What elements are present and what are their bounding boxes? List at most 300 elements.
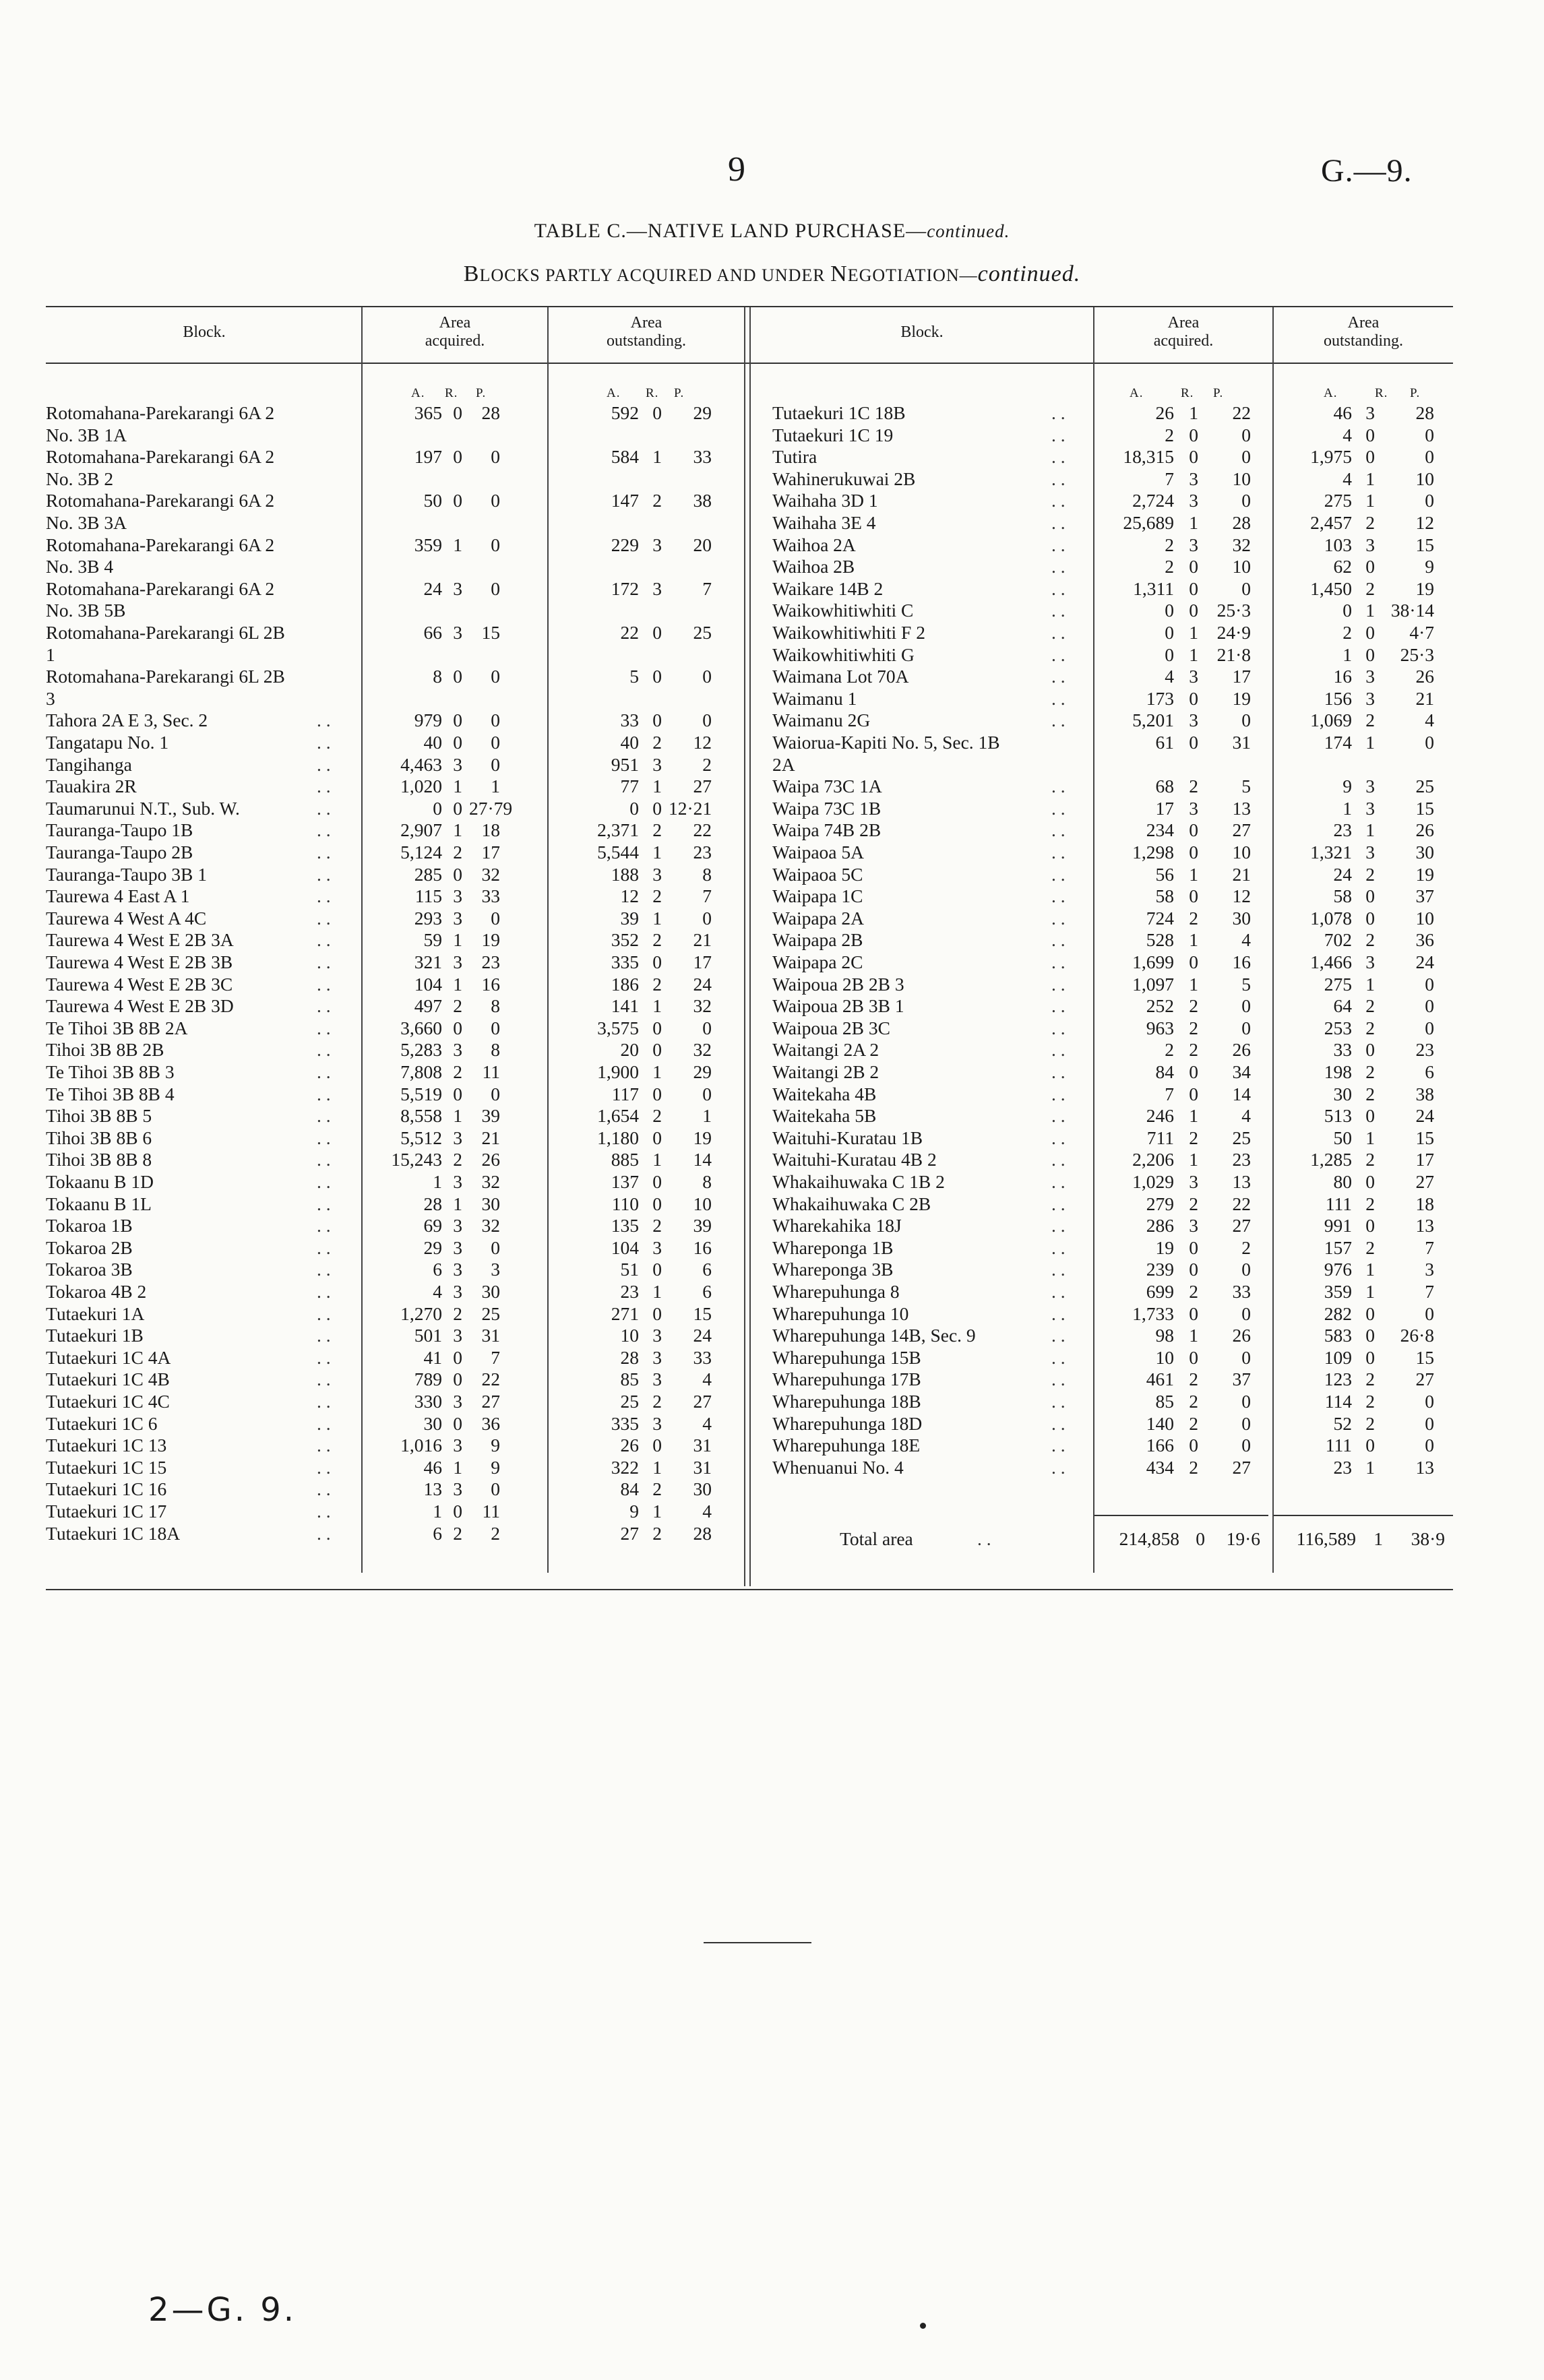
header-outstanding-left [549,314,744,350]
area-acquired-value: 10 [1232,556,1251,577]
area-outstanding-value: 2 [1365,1083,1375,1104]
area-outstanding-value: 2 [1365,995,1375,1017]
table-row [0,1083,1544,1105]
header-block-right: Block. [900,323,944,341]
area-acquired-value: 789 [414,1369,442,1390]
area-outstanding-value: 0 [652,1083,662,1104]
table-row [0,1017,1544,1039]
area-acquired-value: 22 [481,1369,500,1390]
area-outstanding-value: 17 [1415,1149,1434,1170]
area-acquired-value: 50 [423,490,442,511]
area-acquired-value: 3,660 [400,1017,442,1038]
block-name: Waipapa 1C [772,885,863,907]
area-acquired-value: 293 [414,907,442,929]
area-acquired-value: 3 [453,622,462,643]
table-row [0,511,1544,534]
area-acquired-value: 32 [481,863,500,885]
area-acquired-value: 1 [1189,622,1198,643]
table-row [0,687,1544,710]
area-acquired-value: 711 [1146,1127,1174,1148]
area-outstanding-value: 9 [1342,776,1352,797]
unit-acres: A. [1130,386,1144,400]
area-outstanding-value: 157 [1324,1236,1352,1258]
leader-dots: . . [1051,1456,1066,1478]
area-outstanding-value: 4 [702,1369,712,1390]
area-acquired-value: 3 [453,1391,462,1412]
area-outstanding-value: 275 [1324,490,1352,511]
area-outstanding-value: 1 [652,1501,662,1522]
block-name: Waipoua 2B 3C [772,1017,890,1038]
area-acquired-value: 1 [453,534,462,555]
area-acquired-value: 15,243 [391,1149,442,1170]
total-outstanding-value: 116,589 [1296,1528,1356,1549]
area-outstanding-value: 3 [1365,666,1375,687]
header-acquired-right-l1: Area [1167,314,1200,332]
unit-roods: R. [1375,386,1388,400]
block-name: Waimana Lot 70A [772,666,909,687]
area-outstanding-value: 2,457 [1310,512,1352,533]
leader-dots: . . [1051,577,1066,599]
area-outstanding-value: 13 [1415,1456,1434,1478]
area-acquired-value: 2 [1165,556,1174,577]
section-end-rule [704,1942,811,1943]
area-acquired-value: 3 [1189,534,1198,555]
block-name: Rotomahana-Parekarangi 6A 2 [46,534,275,555]
area-acquired-value: 0 [1189,1346,1198,1368]
header-acquired-left [363,314,547,350]
leader-dots: . . [1051,842,1066,863]
table-row [0,534,1544,556]
block-name: Tauakira 2R [46,776,137,797]
area-outstanding-value: 85 [620,1369,639,1390]
block-name: Tutaekuri 1C 19 [772,424,894,445]
leader-dots: . . [1051,907,1066,929]
area-acquired-value: 0 [1189,424,1198,445]
leader-dots: . . [317,1435,331,1456]
block-name: Tihoi 3B 8B 2B [46,1039,164,1061]
area-acquired-value: 528 [1146,929,1174,951]
table-row [0,1214,1544,1236]
area-acquired-value: 28 [1232,512,1251,533]
area-outstanding-value: 2 [652,929,662,951]
area-acquired-value: 9 [491,1456,500,1478]
block-name: Waipapa 2C [772,951,863,972]
area-outstanding-value: 7 [1425,1236,1434,1258]
area-acquired-value: 0 [491,1236,500,1258]
block-name: Tutaekuri 1A [46,1303,145,1324]
document-code: G.—9. [1321,153,1413,189]
leader-dots: . . [1051,644,1066,665]
area-acquired-value: 18,315 [1123,446,1174,468]
block-name-continued: 3 [46,687,55,709]
block-name: Tokaroa 1B [46,1215,133,1236]
area-acquired-value: 98 [1155,1325,1174,1346]
leader-dots: . . [317,1281,331,1302]
area-outstanding-value: 1 [1365,468,1375,489]
table-row [0,1434,1544,1456]
area-acquired-value: 0 [1241,1391,1251,1412]
area-acquired-value: 58 [1155,885,1174,907]
area-outstanding-value: 22 [693,819,712,841]
area-outstanding-value: 1,321 [1310,842,1352,863]
area-outstanding-value: 0 [1425,1435,1434,1456]
area-outstanding-value: 4 [702,1412,712,1434]
block-name: Tutaekuri 1C 17 [46,1501,167,1522]
area-outstanding-value: 24 [693,973,712,995]
area-outstanding-value: 0 [1365,1435,1375,1456]
area-acquired-value: 28 [423,1193,442,1214]
unit-perches: P. [1213,386,1224,400]
area-acquired-value: 0 [453,863,462,885]
block-name: Tauranga-Taupo 1B [46,819,193,841]
block-name: Rotomahana-Parekarangi 6L 2B [46,666,285,687]
area-outstanding-value: 3 [652,1325,662,1346]
area-outstanding-value: 3 [652,1412,662,1434]
area-acquired-value: 3 [453,577,462,599]
area-outstanding-value: 114 [1324,1391,1352,1412]
area-acquired-value: 2 [1189,1193,1198,1214]
area-outstanding-value: 7 [702,577,712,599]
area-acquired-value: 0 [453,1017,462,1038]
leader-dots: . . [1051,490,1066,511]
area-outstanding-value: 0 [1365,644,1375,665]
area-outstanding-value: 0 [652,1127,662,1148]
subtitle-part-2: EGOTIATION— [847,265,978,285]
area-acquired-value: 1 [453,776,462,797]
area-acquired-value: 286 [1146,1215,1174,1236]
total-outstanding-value: 38·9 [1411,1528,1445,1549]
area-acquired-value: 31 [481,1325,500,1346]
area-acquired-value: 252 [1146,995,1174,1017]
block-name: Waipaoa 5C [772,863,863,885]
block-name: Rotomahana-Parekarangi 6L 2B [46,622,285,643]
area-acquired-value: 0 [1189,842,1198,863]
area-acquired-value: 3 [453,1039,462,1061]
area-acquired-value: 0 [453,490,462,511]
area-acquired-value: 8 [491,1039,500,1061]
block-name: Waimanu 2G [772,710,871,731]
area-acquired-value: 699 [1146,1281,1174,1302]
area-outstanding-value: 359 [1324,1281,1352,1302]
area-outstanding-value: 0 [652,666,662,687]
area-acquired-value: 3 [1189,1215,1198,1236]
area-outstanding-value: 1,450 [1310,577,1352,599]
area-outstanding-value: 0 [1425,446,1434,468]
header-outstanding-right-l2: outstanding. [1324,332,1403,350]
area-outstanding-value: 10 [1415,907,1434,929]
table-row [0,1368,1544,1390]
area-outstanding-value: 1 [1342,644,1352,665]
table-title-italic: continued. [927,221,1010,241]
header-outstanding-left-l2: outstanding. [607,332,686,350]
area-outstanding-value: 26 [620,1435,639,1456]
table-row-continuation [0,753,1544,776]
leader-dots: . . [317,1236,331,1258]
area-outstanding-value: 6 [1425,1061,1434,1082]
area-acquired-value: 3 [453,951,462,972]
area-acquired-value: 24·9 [1216,622,1251,643]
area-acquired-value: 1 [453,929,462,951]
area-acquired-value: 7 [1165,1083,1174,1104]
block-name: Waiorua-Kapiti No. 5, Sec. 1B [772,732,1000,753]
block-name: Tutaekuri 1C 13 [46,1435,167,1456]
area-acquired-value: 23 [1232,1149,1251,1170]
leader-dots: . . [1051,687,1066,709]
area-acquired-value: 37 [1232,1369,1251,1390]
area-outstanding-value: 0 [1425,424,1434,445]
area-acquired-value: 26 [1232,1325,1251,1346]
area-outstanding-value: 16 [1333,666,1352,687]
leader-dots: . . [317,929,331,951]
leader-dots: . . [1051,1325,1066,1346]
area-acquired-value: 1,298 [1132,842,1174,863]
area-acquired-value: 2 [453,842,462,863]
area-outstanding-value: 0 [1425,1303,1434,1324]
block-name: Taumarunui N.T., Sub. W. [46,797,240,819]
area-outstanding-value: 2 [1365,1193,1375,1214]
leader-dots: . . [1051,951,1066,972]
area-outstanding-value: 14 [693,1149,712,1170]
area-outstanding-value: 0 [1365,446,1375,468]
leader-dots: . . [1051,666,1066,687]
block-name: Waikare 14B 2 [772,577,884,599]
area-outstanding-value: 702 [1324,929,1352,951]
area-outstanding-value: 156 [1324,687,1352,709]
area-outstanding-value: 335 [611,951,639,972]
leader-dots: . . [1051,600,1066,621]
table-bottom-rule [46,1589,1453,1590]
area-outstanding-value: 2 [652,1478,662,1500]
block-name: Tutaekuri 1C 4B [46,1369,170,1390]
area-acquired-value: 234 [1146,819,1174,841]
leader-dots: . . [317,1478,331,1500]
block-name-continued: No. 3B 2 [46,468,114,489]
block-name-continued: No. 3B 3A [46,512,127,533]
area-acquired-value: 0 [491,710,500,731]
area-outstanding-value: 1 [1365,1456,1375,1478]
area-outstanding-value: 32 [693,995,712,1017]
area-outstanding-value: 991 [1324,1215,1352,1236]
area-outstanding-value: 24 [1415,951,1434,972]
table-row [0,424,1544,446]
area-outstanding-value: 2 [1365,1061,1375,1082]
area-acquired-value: 26 [1232,1039,1251,1061]
block-name-continued: 1 [46,644,55,665]
area-outstanding-value: 1 [652,907,662,929]
block-name: Waimanu 1 [772,687,857,709]
table-row [0,489,1544,511]
leader-dots: . . [1051,1281,1066,1302]
table-row [0,841,1544,863]
area-outstanding-value: 38 [693,490,712,511]
block-name: Wharepuhunga 18D [772,1412,923,1434]
area-outstanding-value: 1 [1365,1281,1375,1302]
block-name: Waikowhitiwhiti G [772,644,915,665]
table-row [0,1346,1544,1369]
area-outstanding-value: 0 [1365,1346,1375,1368]
unit-acres: A. [1324,386,1338,400]
table-row [0,929,1544,951]
area-outstanding-value: 172 [611,577,639,599]
area-acquired-value: 3 [453,1478,462,1500]
area-acquired-value: 0 [491,732,500,753]
block-name: Tihoi 3B 8B 8 [46,1149,152,1170]
table-row [0,621,1544,644]
leader-dots: . . [317,1083,331,1104]
area-acquired-value: 0 [1165,600,1174,621]
unit-perches: P. [674,386,685,400]
block-name: Wharepuhunga 14B, Sec. 9 [772,1325,976,1346]
unit-perches: P. [1410,386,1421,400]
area-outstanding-value: 12 [620,885,639,907]
table-row [0,1038,1544,1061]
area-acquired-value: 1 [433,1501,442,1522]
area-acquired-value: 0 [453,1412,462,1434]
area-outstanding-value: 39 [620,907,639,929]
area-acquired-value: 104 [414,973,442,995]
leader-dots: . . [317,1501,331,1522]
header-acquired-right-l2: acquired. [1153,332,1214,350]
leader-dots: . . [1051,776,1066,797]
area-acquired-value: 0 [453,1501,462,1522]
area-outstanding-value: 2 [1365,1017,1375,1038]
area-acquired-value: 2 [1241,1236,1251,1258]
table-row [0,402,1544,424]
area-acquired-value: 16 [1232,951,1251,972]
area-acquired-value: 1 [1189,644,1198,665]
block-name: Waipa 74B 2B [772,819,882,841]
area-outstanding-value: 52 [1333,1412,1352,1434]
area-outstanding-value: 8 [702,863,712,885]
area-outstanding-value: 198 [1324,1061,1352,1082]
block-name: Rotomahana-Parekarangi 6A 2 [46,490,275,511]
area-acquired-value: 14 [1232,1083,1251,1104]
area-outstanding-value: 0 [652,402,662,423]
area-acquired-value: 1 [453,973,462,995]
block-name: Wharepuhunga 18E [772,1435,921,1456]
area-acquired-value: 1 [453,1105,462,1127]
area-outstanding-value: 2 [1365,1236,1375,1258]
area-acquired-value: 40 [423,732,442,753]
leader-dots: . . [1051,1369,1066,1390]
leader-dots: . . [1051,1193,1066,1214]
area-acquired-value: 2 [1189,1281,1198,1302]
area-acquired-value: 0 [1241,424,1251,445]
leader-dots: . . [1051,402,1066,423]
block-name: Tutaekuri 1C 6 [46,1412,158,1434]
area-outstanding-value: 0 [652,710,662,731]
area-acquired-value: 2 [1189,1039,1198,1061]
area-outstanding-value: 2 [652,490,662,511]
area-acquired-value: 2 [1189,776,1198,797]
area-outstanding-value: 174 [1324,732,1352,753]
area-outstanding-value: 3 [652,1346,662,1368]
area-outstanding-value: 0 [652,951,662,972]
unit-roods: R. [1181,386,1194,400]
block-name: Taurewa 4 West E 2B 3B [46,951,233,972]
block-name: Waitekaha 5B [772,1105,877,1127]
area-outstanding-value: 12 [1415,512,1434,533]
area-acquired-value: 197 [414,446,442,468]
area-acquired-value: 115 [414,885,442,907]
table-row [0,1478,1544,1500]
area-outstanding-value: 3 [1365,842,1375,863]
area-acquired-value: 3 [1189,666,1198,687]
block-name: Taurewa 4 West A 4C [46,907,207,929]
area-outstanding-value: 62 [1333,556,1352,577]
area-acquired-value: 11 [482,1501,500,1522]
area-outstanding-value: 23 [1333,819,1352,841]
area-outstanding-value: 21 [1415,687,1434,709]
area-acquired-value: 5 [1241,776,1251,797]
block-name: Whareponga 1B [772,1236,894,1258]
area-outstanding-value: 10 [1415,468,1434,489]
header-outstanding-right [1274,314,1453,350]
area-acquired-value: 69 [423,1215,442,1236]
area-outstanding-value: 27 [693,1391,712,1412]
block-name: Tahora 2A E 3, Sec. 2 [46,710,208,731]
area-acquired-value: 68 [1155,776,1174,797]
area-acquired-value: 2 [453,1061,462,1082]
area-outstanding-value: 0 [629,797,639,819]
area-acquired-value: 7 [1165,468,1174,489]
block-name: Te Tihoi 3B 8B 2A [46,1017,188,1038]
leader-dots: . . [1051,1149,1066,1170]
table-title-main: TABLE C.—NATIVE LAND PURCHASE— [534,220,927,242]
leader-dots: . . [1051,1061,1066,1082]
area-outstanding-value: 2 [1342,622,1352,643]
area-outstanding-value: 137 [611,1171,639,1192]
area-outstanding-value: 104 [611,1236,639,1258]
area-outstanding-value: 26 [1415,666,1434,687]
leader-dots: . . [317,1193,331,1214]
area-outstanding-value: 592 [611,402,639,423]
area-acquired-value: 0 [491,577,500,599]
area-acquired-value: 0 [1165,644,1174,665]
leader-dots: . . [1051,1083,1066,1104]
leader-dots: . . [1051,446,1066,468]
area-outstanding-value: 3 [652,577,662,599]
block-name: Waituhi-Kuratau 4B 2 [772,1149,937,1170]
leader-dots: . . [1051,710,1066,731]
area-acquired-value: 61 [1155,732,1174,753]
area-outstanding-value: 1 [652,995,662,1017]
leader-dots: . . [317,753,331,775]
area-acquired-value: 27 [481,1391,500,1412]
block-name: Taurewa 4 West E 2B 3C [46,973,233,995]
area-acquired-value: 0 [1189,819,1198,841]
block-name: Tutaekuri 1C 18A [46,1522,181,1544]
area-acquired-value: 5,201 [1132,710,1174,731]
area-outstanding-value: 2 [1365,1412,1375,1434]
area-acquired-value: 4 [1241,929,1251,951]
block-name: Whakaihuwaka C 2B [772,1193,931,1214]
header-outstanding-right-l1: Area [1347,314,1380,332]
area-outstanding-value: 31 [693,1456,712,1478]
area-outstanding-value: 0 [1425,973,1434,995]
area-acquired-value: 12 [1232,885,1251,907]
area-outstanding-value: 20 [693,534,712,555]
area-acquired-value: 59 [423,929,442,951]
area-acquired-value: 1 [453,1193,462,1214]
area-outstanding-value: 1 [1365,819,1375,841]
block-name: Tokaroa 3B [46,1259,133,1280]
area-acquired-value: 27 [1232,819,1251,841]
area-acquired-value: 166 [1146,1435,1174,1456]
area-acquired-value: 0 [491,753,500,775]
area-acquired-value: 16 [481,973,500,995]
area-outstanding-value: 0 [1365,424,1375,445]
